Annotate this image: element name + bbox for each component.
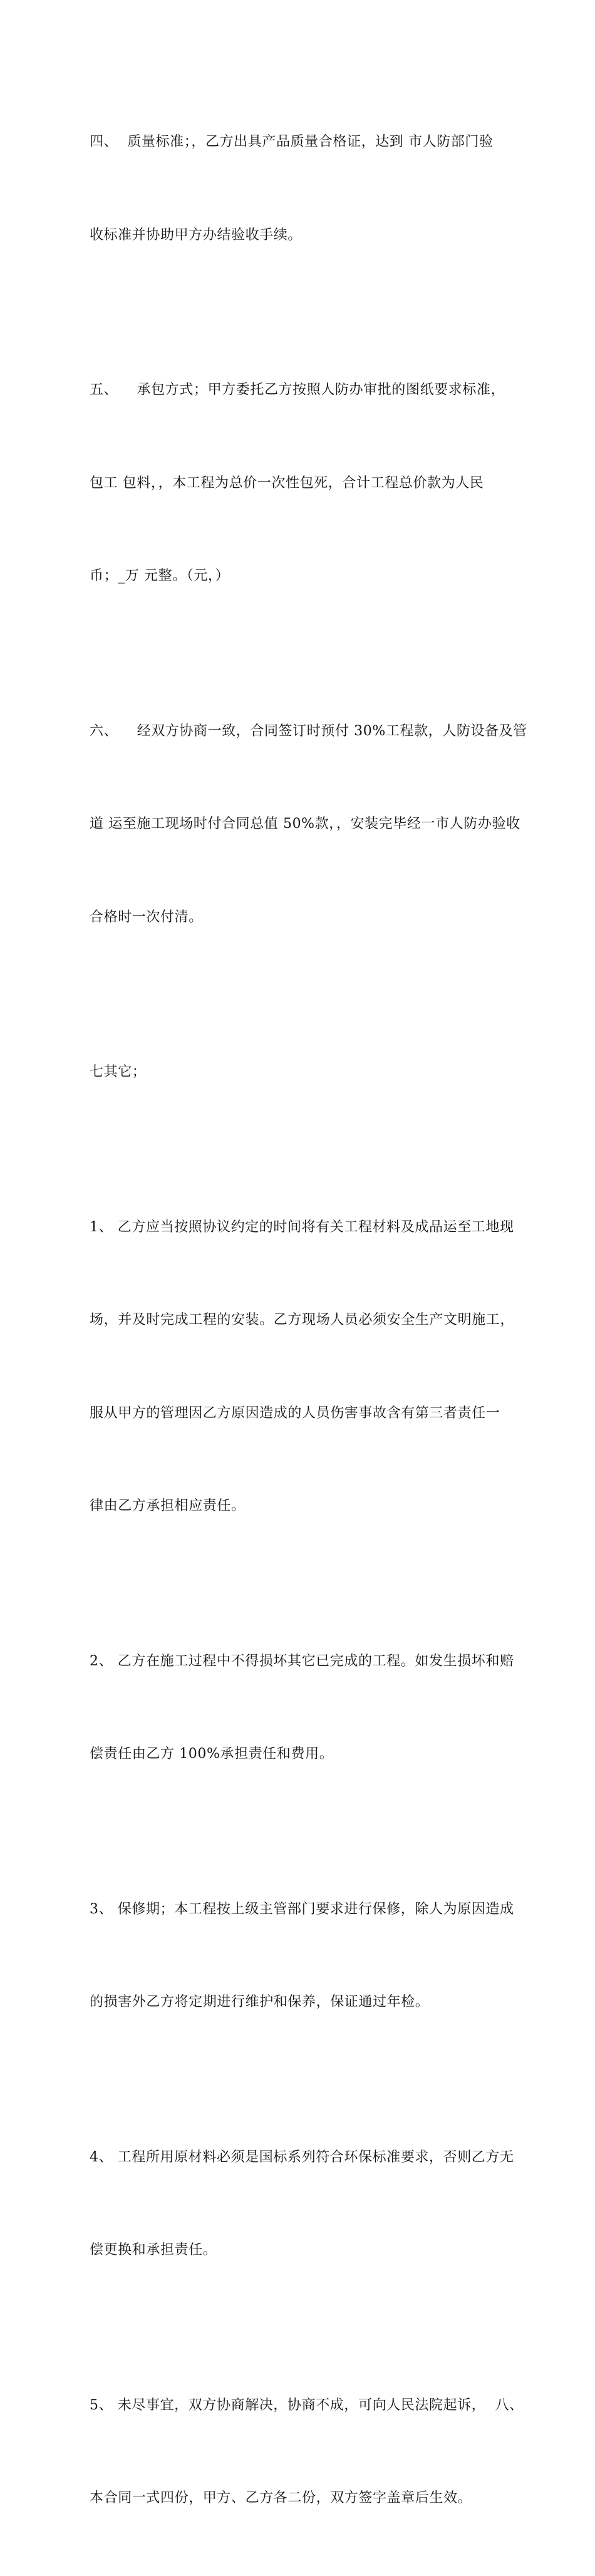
text-line: 场，并及时完成工程的安装。乙方现场人员必须安全生产文明施工， (90, 1312, 515, 1328)
text-line: 道 运至施工现场时付合同总值 50%款，，安装完毕经一市人防办验收 (90, 816, 520, 832)
text-line: 四、 质量标准；，乙方出具产品质量合格证，达到 市人防部门验 (90, 134, 494, 150)
clause-seven-item-3 (90, 1832, 512, 2080)
clause-four-quality-standard (90, 65, 512, 313)
clause-seven-item-4 (90, 2080, 512, 2328)
text-line: 5、 未尽事宜，双方协商解决，协商不成，可向人民法院起诉， 八、 (90, 2397, 524, 2413)
text-line: 包工 包料，，本工程为总价一次性包死，合计工程总价款为人民 (90, 475, 484, 491)
text-line: 收标准并协助甲方办结验收手续。 (90, 227, 303, 243)
text-line: 偿责任由乙方 100%承担责任和费用。 (90, 1746, 334, 1762)
text-line: 服从甲方的管理因乙方原因造成的人员伤害事故含有第三者责任一 (90, 1405, 500, 1421)
text-line: 合格时一次付清。 (90, 909, 203, 925)
text-line: 本合同一式四份，甲方、乙方各二份，双方签字盖章后生效。 (90, 2490, 472, 2506)
text-line: 3、 保修期；本工程按上级主管部门要求进行保修，除人为原因造成 (90, 1901, 514, 1917)
clause-five-contracting-method (90, 313, 512, 654)
clause-seven-item-5-and-eight (90, 2328, 524, 2576)
text-line: 六、 经双方协商一致，合同签订时预付 30%工程款，人防设备及管 (90, 723, 527, 739)
clause-seven-heading (90, 995, 512, 1150)
text-line: 1、 乙方应当按照协议约定的时间将有关工程材料及成品运至工地现 (90, 1219, 514, 1235)
clause-six-payment (90, 654, 527, 995)
text-line: 律由乙方承担相应责任。 (90, 1498, 246, 1514)
text-line: 七其它； (90, 1064, 147, 1080)
clause-seven-item-2 (90, 1584, 512, 1832)
text-line: 2、 乙方在施工过程中不得损坏其它已完成的工程。如发生损坏和赔 (90, 1653, 514, 1669)
clause-seven-item-1 (90, 1150, 515, 1584)
text-line: 4、 工程所用原材料必须是国标系列符合环保标准要求，否则乙方无 (90, 2149, 514, 2165)
text-line: 偿更换和承担责任。 (90, 2242, 217, 2258)
text-line: 五、 承包方式；甲方委托乙方按照人防办审批的图纸要求标准， (90, 382, 505, 398)
text-line: 币；_万 元整。（元，） (90, 568, 230, 584)
text-line: 的损害外乙方将定期进行维护和保养，保证通过年检。 (90, 1994, 430, 2010)
contract-body (90, 65, 527, 2576)
